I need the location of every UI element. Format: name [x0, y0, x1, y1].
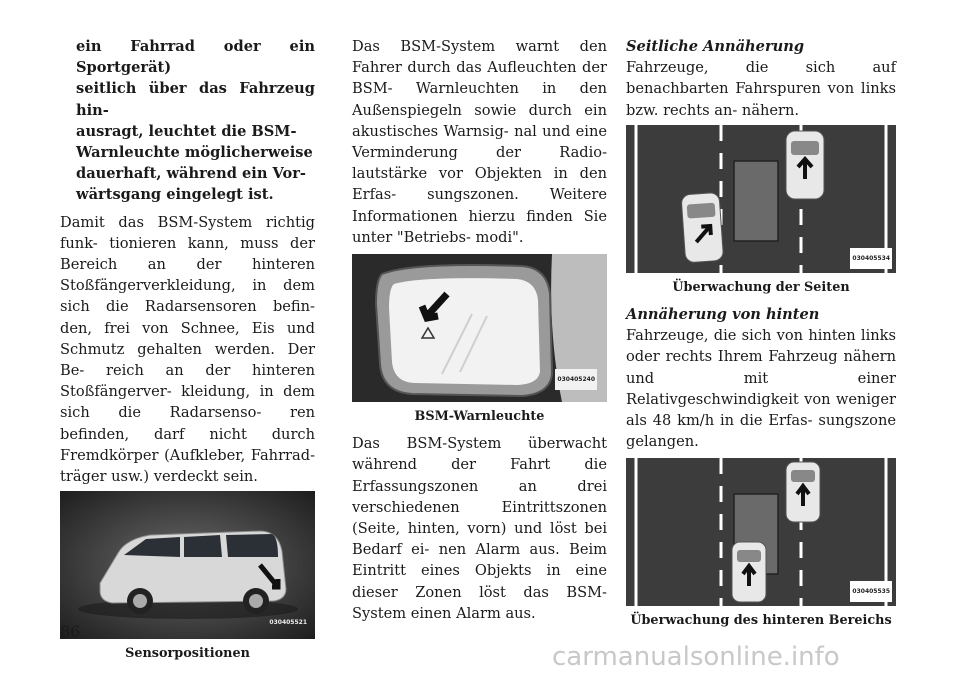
figure-caption: Sensorpositionen [125, 646, 250, 662]
warning-continuation [60, 36, 315, 206]
column-middle [352, 36, 607, 628]
warning-line-4: Warnleuchte möglicherweise [76, 144, 313, 162]
car-top-right [786, 131, 824, 199]
warning-line-5: dauerhaft, während ein Vor- [76, 165, 306, 183]
figure-code: 030405534 [850, 248, 892, 269]
page-number: 86 [60, 622, 81, 641]
column-left [60, 36, 315, 670]
column-right [626, 36, 896, 638]
warning-line-2: seitlich über das Fahrzeug hin- [76, 80, 315, 119]
warning-line-3: ausragt, leuchtet die BSM- [76, 122, 297, 140]
figure-code: 030405535 [850, 581, 892, 602]
bsm-warning-light-figure [352, 254, 607, 402]
side-approach-paragraph: Fahrzeuge, die sich auf benachbarten Fahrspuren von links bzw. rechts an- nähern. [626, 59, 896, 119]
warning-line-1: ein Fahrrad oder ein Sportgerät) [76, 38, 315, 77]
sensor-paragraph: Damit das BSM-System richtig funk- tionieren kann, muss der Bereich an der hinteren Stoßfängerverkleidung, in dem sich die Radarsensoren befin- den, frei von Schnee, Eis und Schmutz gehalten werden. Der Be- reich an der hinteren Stoßfängerver- kleidung, in dem sich die Radarsenso- ren befinden, darf nicht durch Fremdkörper (Aufkleber, Fahrrad- träger usw.) verdeckt sein. [60, 213, 315, 486]
rear-monitoring-figure [626, 458, 896, 606]
sensor-positions-figure [60, 491, 315, 639]
figure-code: 030405240 [555, 369, 597, 390]
warning-line-6: wärtsgang eingelegt ist. [76, 186, 274, 204]
detection-zones-paragraph: Das BSM-System überwacht während der Fahrt die Erfassungszonen an drei verschiedenen Eintrittszonen (Seite, hinten, vorn) und löst bei Bedarf ei- nen Alarm aus. Beim Eintritt eines Objekts in eine dieser Zonen löst das BSM-System einen Alarm aus. [352, 435, 607, 622]
figure-caption: Überwachung der Seiten [672, 279, 850, 295]
figure-caption: Überwachung des hinteren Bereichs [630, 613, 892, 629]
figure-caption: BSM-Warnleuchte [414, 409, 545, 425]
car-top-right [786, 462, 820, 522]
car-bottom-left [732, 542, 766, 602]
rear-approach-paragraph: Fahrzeuge, die sich von hinten links oder rechts Ihrem Fahrzeug nähern und mit einer Relativgeschwindigkeit von weniger als 48 km/h in die Erfas- sungszone gelangen. [626, 327, 896, 451]
warning-paragraph: Das BSM-System warnt den Fahrer durch das Aufleuchten der BSM- Warnleuchten in den Außenspiegeln sowie durch ein akustisches Warnsig- nal und eine Verminderung der Radio- lautstärke vor Objekten in den Erfas- sungszonen. Weitere Informationen hierzu finden Sie unter "Betriebs- modi". [352, 38, 607, 246]
detection-zone [734, 161, 778, 241]
side-monitoring-figure [626, 125, 896, 273]
car-bottom-left [681, 192, 724, 262]
watermark: carmanualsonline.info [552, 642, 840, 672]
rear-approach-heading: Annäherung von hinten [626, 306, 820, 324]
side-approach-heading: Seitliche Annäherung [626, 38, 805, 55]
figure-code: 030405521 [269, 619, 307, 627]
